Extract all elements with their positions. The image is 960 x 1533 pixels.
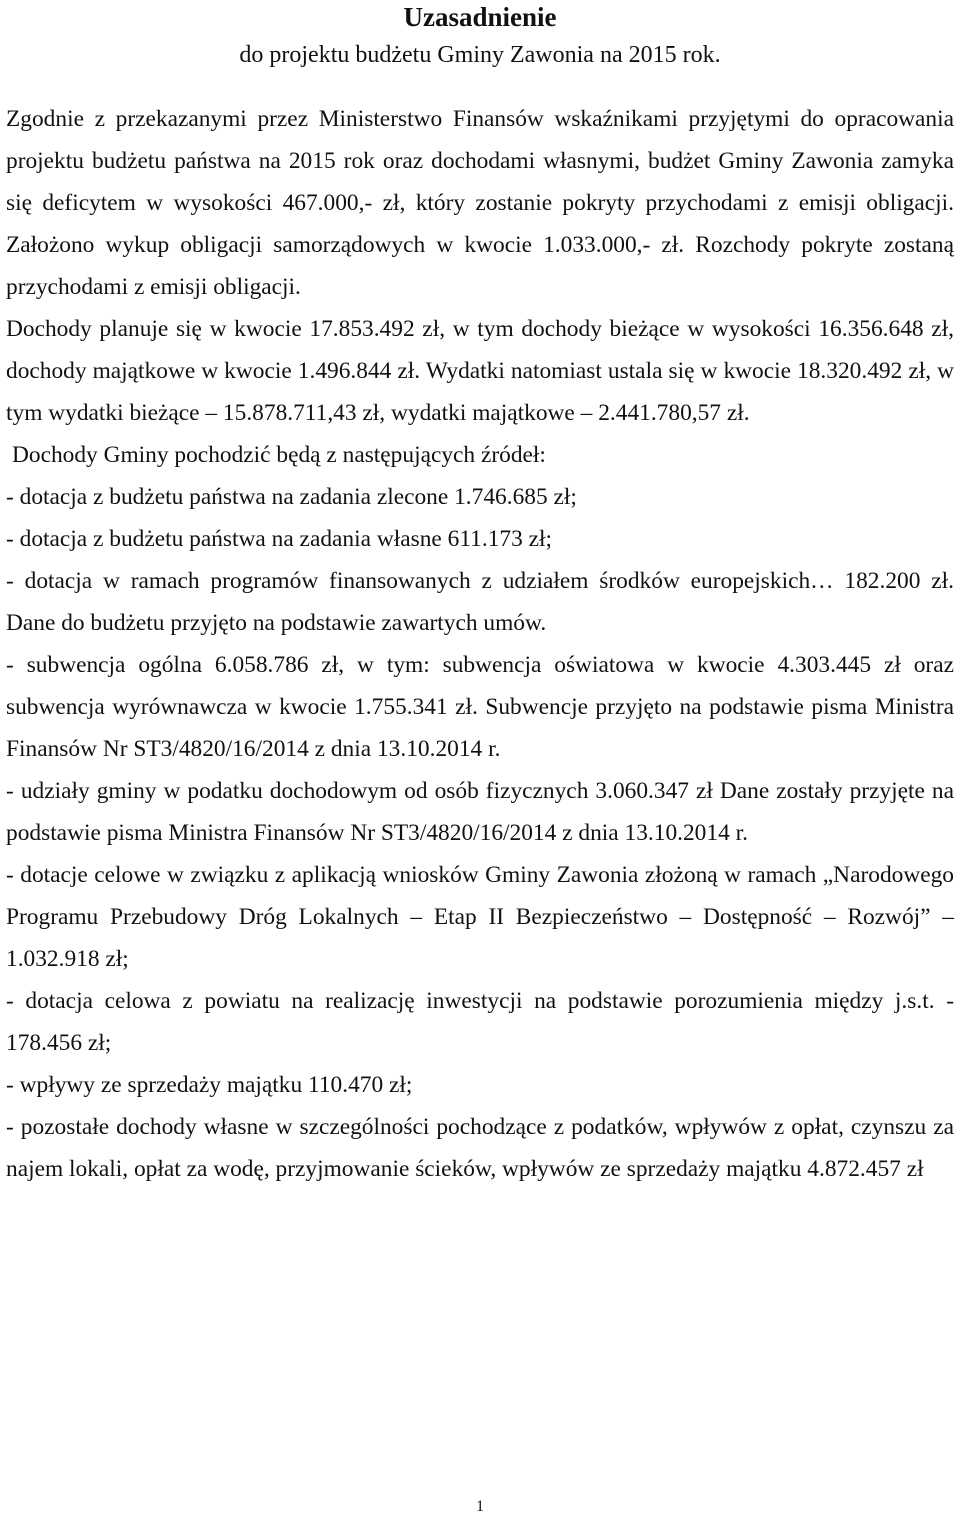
document-subtitle: do projektu budżetu Gminy Zawonia na 2015 rok.	[239, 42, 721, 68]
list-item-other-own-income: - pozostałe dochody własne w szczególności pochodzące z podatków, wpływów z opłat, czynszu za najem lokali, opłat za wodę, przyjmowanie ścieków, wpływów ze sprzedaży majątku 4.872.457 zł	[6, 1114, 954, 1182]
list-item-general-subsidy: - subwencja ogólna 6.058.786 zł, w tym: subwencja oświatowa w kwocie 4.303.445 zł oraz subwencja wyrównawcza w kwocie 1.755.341 zł. Subwencje przyjęto na podstawie pisma Ministra Finansów Nr ST3/4820/16/2014 z dnia 13.10.2014 r.	[6, 652, 954, 762]
document-page	[6, 0, 954, 1533]
list-item-roads-program-grant: - dotacje celowe w związku z aplikacją wniosków Gminy Zawonia złożoną w ramach „Narodowego Programu Przebudowy Dróg Lokalnych – Etap II Bezpieczeństwo – Dostępność – Rozwój” – 1.032.918 zł;	[6, 862, 954, 972]
paragraph-income-expenses: Dochody planuje się w kwocie 17.853.492 zł, w tym dochody bieżące w wysokości 16.356.648 zł, dochody majątkowe w kwocie 1.496.844 zł. Wydatki natomiast ustala się w kwocie 18.320.492 zł, w tym wydatki bieżące – 15.878.711,43 zł, wydatki majątkowe – 2.441.780,57 zł.	[6, 316, 954, 426]
page-number: 1	[476, 1498, 484, 1515]
paragraph-deficit: Zgodnie z przekazanymi przez Ministerstwo Finansów wskaźnikami przyjętymi do opracowania projektu budżetu państwa na 2015 rok oraz dochodami własnymi, budżet Gminy Zawonia zamyka się deficytem w wysokości 467.000,- zł, który zostanie pokryty przychodami z emisji obligacji. Założono wykup obligacji samorządowych w kwocie 1.033.000,- zł. Rozchody pokryte zostaną przychodami z emisji obligacji.	[6, 106, 954, 300]
list-item-income-tax-share: - udziały gminy w podatku dochodowym od osób fizycznych 3.060.347 zł Dane zostały przyjęte na podstawie pisma Ministra Finansów Nr ST3/4820/16/2014 z dnia 13.10.2014 r.	[6, 778, 954, 846]
paragraph-income-sources-intro: Dochody Gminy pochodzić będą z następujących źródeł:	[12, 442, 546, 468]
list-item-own-tasks-grant: - dotacja z budżetu państwa na zadania własne 611.173 zł;	[6, 526, 553, 552]
list-item-property-sales: - wpływy ze sprzedaży majątku 110.470 zł;	[6, 1072, 413, 1098]
list-item-commissioned-tasks-grant: - dotacja z budżetu państwa na zadania zlecone 1.746.685 zł;	[6, 484, 577, 510]
document-title: Uzasadnienie	[403, 2, 557, 32]
list-item-eu-programs-grant: - dotacja w ramach programów finansowanych z udziałem środków europejskich… 182.200 zł. Dane do budżetu przyjęto na podstawie zawartych umów.	[6, 568, 954, 636]
document-body	[6, 98, 954, 1190]
list-item-county-grant: - dotacja celowa z powiatu na realizację inwestycji na podstawie porozumienia między j.s.t. - 178.456 zł;	[6, 988, 954, 1056]
